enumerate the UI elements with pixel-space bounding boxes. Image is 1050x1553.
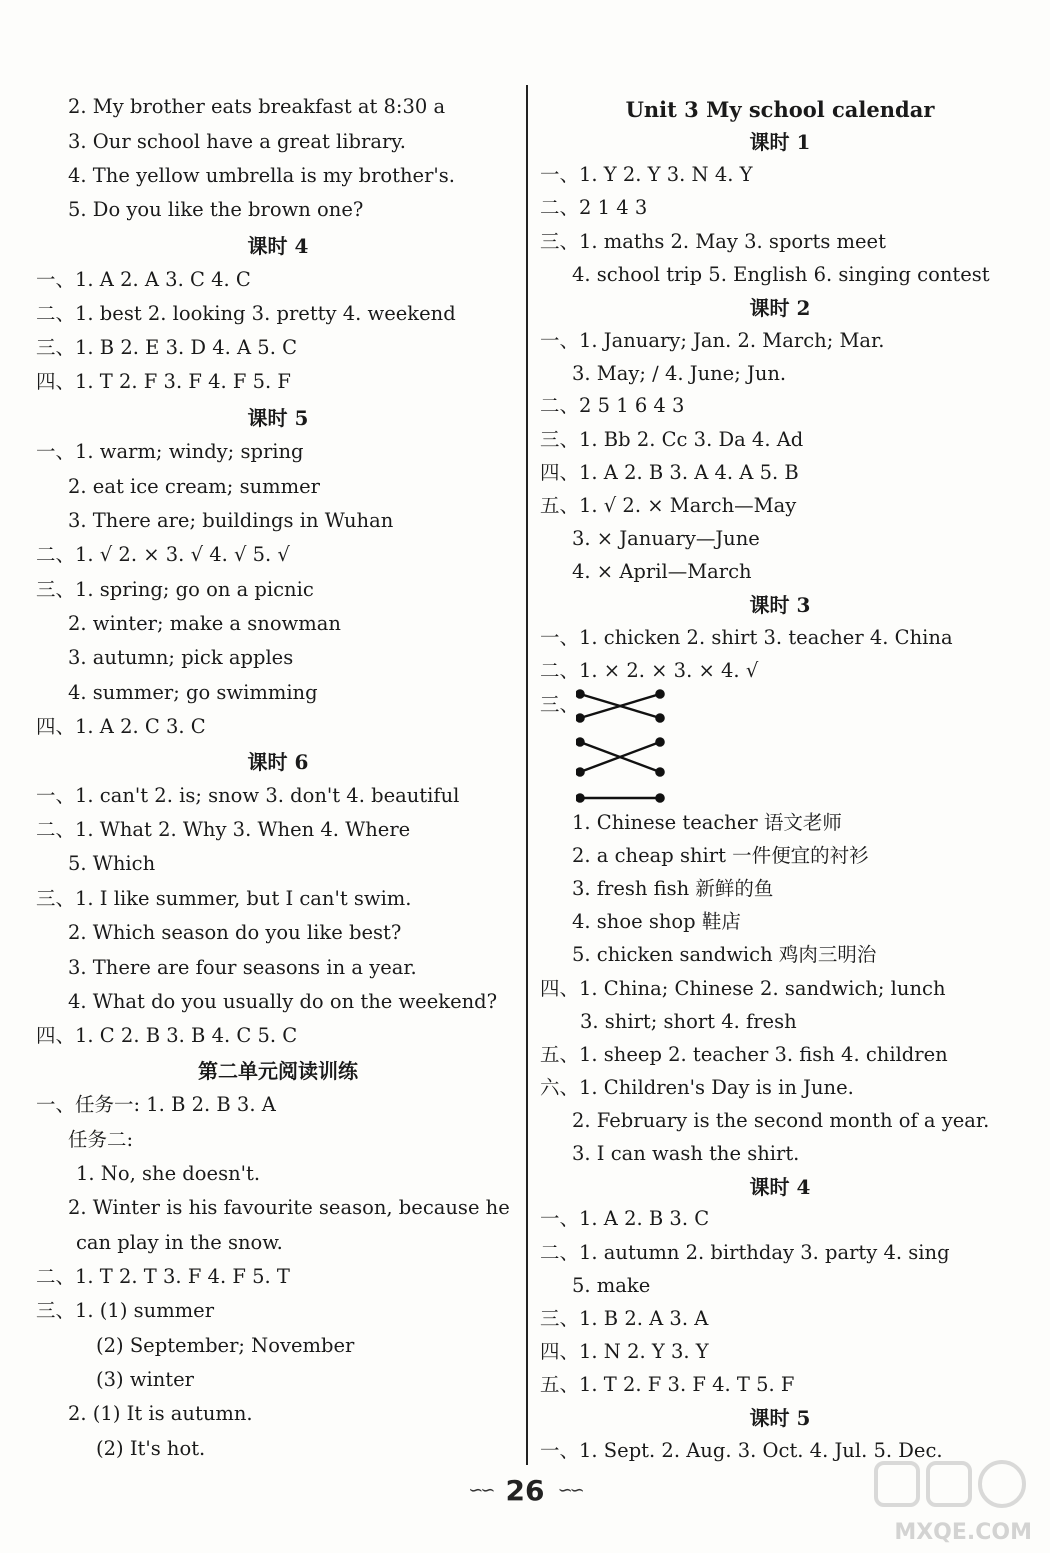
section-heading: 课时 4 [749,1175,811,1199]
answer-line: 4. × April—March [572,560,752,583]
answer-line: 一、1. can't 2. is; snow 3. don't 4. beautiful [36,784,460,807]
answer-line: 4. The yellow umbrella is my brother's. [68,164,455,187]
answer-line: 二、1. × 2. × 3. × 4. √ [540,659,759,682]
watermark-seal-icon [872,1459,1032,1519]
answer-line: 一、1. A 2. A 3. C 4. C [36,268,251,291]
section-heading: 课时 6 [247,750,309,774]
answer-line: 一、1. Sept. 2. Aug. 3. Oct. 4. Jul. 5. Dec. [540,1439,943,1462]
section-heading: 课时 5 [247,406,309,430]
answer-line: 三、1. B 2. A 3. A [540,1307,709,1330]
answer-line: 四、1. N 2. Y 3. Y [540,1340,709,1363]
answer-line: 四、1. China; Chinese 2. sandwich; lunch [540,977,946,1000]
answer-line: 三、1. spring; go on a picnic [36,578,314,601]
answer-line: 一、1. Y 2. Y 3. N 4. Y [540,163,753,186]
answer-line: 六、1. Children's Day is in June. [540,1076,854,1099]
answer-line: 2. eat ice cream; summer [68,475,320,498]
page-number: 26 [505,1474,545,1507]
watermark-text: MXQE.COM [894,1520,1032,1545]
matching-lines-diagram [576,688,676,808]
answer-line: 二、1. autumn 2. birthday 3. party 4. sing [540,1241,950,1264]
answer-line: 一、1. A 2. B 3. C [540,1207,710,1230]
answer-line: 4. What do you usually do on the weekend? [68,990,498,1013]
answer-line: 三、1. (1) summer [36,1299,215,1322]
answer-line: 三、 [540,693,580,716]
answer-line: (3) winter [96,1368,195,1391]
answer-line: 三、1. Bb 2. Cc 3. Da 4. Ad [540,428,804,451]
answer-line: 4. summer; go swimming [68,681,318,704]
column-divider [526,85,528,1465]
section-heading: 课时 4 [247,234,309,258]
answer-line: 3. shirt; short 4. fresh [580,1010,797,1033]
section-heading: 课时 1 [749,130,811,154]
answer-line: 3. autumn; pick apples [68,646,294,669]
answer-line: 2. My brother eats breakfast at 8:30 a [68,95,446,118]
answer-line: 2. Which season do you like best? [68,921,402,944]
answer-line: 4. school trip 5. English 6. singing contest [572,263,990,286]
answer-line: 五、1. √ 2. × March—May [540,494,797,517]
answer-line: 三、1. I like summer, but I can't swim. [36,887,412,910]
answer-line: (2) It's hot. [96,1437,206,1460]
answer-line: 2. February is the second month of a year. [572,1109,990,1132]
answer-line: can play in the snow. [76,1231,283,1254]
answer-line: 3. Our school have a great library. [68,130,406,153]
answer-line: 3. May; ∕ 4. June; Jun. [572,362,787,385]
answer-line: 二、1. What 2. Why 3. When 4. Where [36,818,411,841]
answer-line: 5. chicken sandwich 鸡肉三明治 [572,943,877,966]
answer-line: 3. fresh fish 新鲜的鱼 [572,877,774,900]
answer-line: 五、1. sheep 2. teacher 3. fish 4. children [540,1043,948,1066]
answer-line: 任务二: [68,1128,134,1151]
answer-line: 四、1. T 2. F 3. F 4. F 5. F [36,370,291,393]
ornament-left-icon: ∽∽ [468,1480,493,1501]
answer-line: 3. I can wash the shirt. [572,1142,800,1165]
watermark-logo [872,1459,1032,1545]
answer-line: 一、1. January; Jan. 2. March; Mar. [540,329,885,352]
answer-line: 三、1. B 2. E 3. D 4. A 5. C [36,336,298,359]
answer-line: 2. Winter is his favourite season, because he [68,1196,510,1219]
answer-line: 3. × January—June [572,527,760,550]
answer-line: 一、1. warm; windy; spring [36,440,304,463]
ornament-right-icon: ∽∽ [557,1480,582,1501]
answer-line: 四、1. A 2. C 3. C [36,715,206,738]
answer-line: 二、2 1 4 3 [540,196,648,219]
answer-line: 一、1. chicken 2. shirt 3. teacher 4. China [540,626,953,649]
answer-line: 二、2 5 1 6 4 3 [540,394,685,417]
section-heading: 第二单元阅读训练 [198,1059,358,1083]
section-heading: 课时 2 [749,296,811,320]
answer-line: 一、任务一: 1. B 2. B 3. A [36,1093,276,1116]
answer-line: 二、1. best 2. looking 3. pretty 4. weekend [36,302,456,325]
answer-line: 二、1. √ 2. × 3. √ 4. √ 5. √ [36,543,290,566]
answer-line: 四、1. A 2. B 3. A 4. A 5. B [540,461,799,484]
answer-line: 2. (1) It is autumn. [68,1402,253,1425]
answer-line: 3. There are four seasons in a year. [68,956,417,979]
section-heading: 课时 3 [749,593,811,617]
answer-line: 3. There are; buildings in Wuhan [68,509,394,532]
unit-title: Unit 3 My school calendar [625,97,935,122]
answer-line: 1. Chinese teacher 语文老师 [572,811,842,834]
answer-line: (2) September; November [96,1334,355,1357]
answer-line: 5. Do you like the brown one? [68,198,364,221]
section-heading: 课时 5 [749,1406,811,1430]
answer-line: 五、1. T 2. F 3. F 4. T 5. F [540,1373,795,1396]
answer-line: 二、1. T 2. T 3. F 4. F 5. T [36,1265,290,1288]
answer-line: 2. a cheap shirt 一件便宜的衬衫 [572,844,869,867]
answer-line: 2. winter; make a snowman [68,612,341,635]
answer-line: 5. Which [68,852,156,875]
answer-line: 4. shoe shop 鞋店 [572,910,741,933]
answer-line: 5. make [572,1274,651,1297]
answer-line: 四、1. C 2. B 3. B 4. C 5. C [36,1024,298,1047]
answer-line: 1. No, she doesn't. [76,1162,261,1185]
answer-line: 三、1. maths 2. May 3. sports meet [540,230,886,253]
